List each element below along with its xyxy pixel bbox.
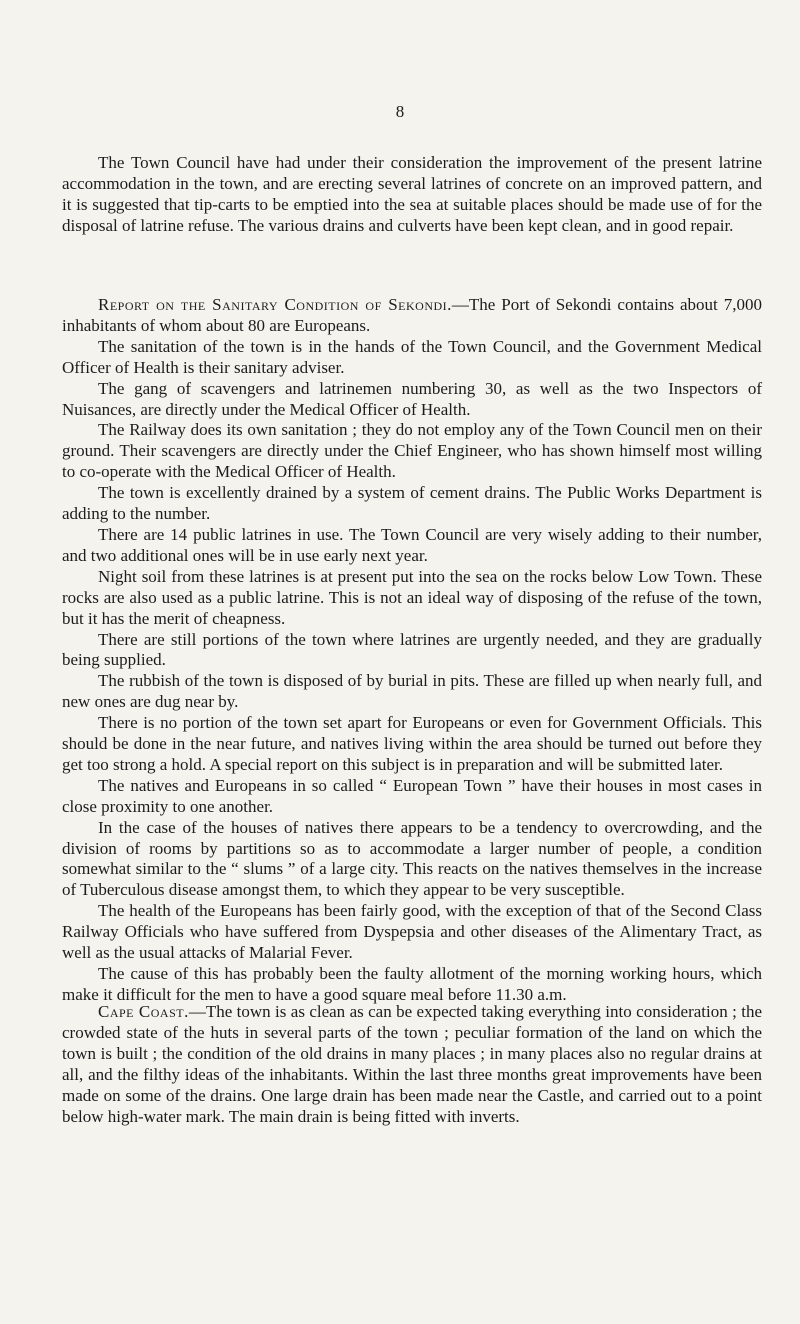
cape-coast-heading: Cape Coast. [98, 1002, 189, 1021]
sekondi-paragraph: There are 14 public latrines in use. The Town Council are very wisely adding to their number, and two additional ones will be in use early next year. [62, 524, 762, 565]
sekondi-paragraph: The sanitation of the town is in the hands of the Town Council, and the Government Medical Officer of Health is their sanitary adviser. [62, 336, 762, 377]
page-number: 8 [395, 102, 405, 121]
sekondi-paragraph: The rubbish of the town is disposed of by burial in pits. These are filled up when nearly full, and new ones are dug near by. [62, 671, 762, 712]
cape-coast-section [62, 1002, 762, 1127]
sekondi-opening-text: —The Port of Sekondi contains about 7,000 inhabitants of whom about 80 are Europeans. [62, 295, 762, 335]
sekondi-report-section [62, 295, 762, 1006]
cape-coast-text: —The town is as clean as can be expected taking everything into consideration ; the crowded state of the huts in several parts of the town ; peculiar formation of the land on which the town is built ; the condition of the old drains in many places ; in many places also no regular drains at all, and the filthy ideas of the inhabitants. Within the last three months great improvements have been made on some of the drains. One large drain has been made near the Castle, and carried out to a point below high-water mark. The main drain is being fitted with inverts. [62, 1002, 762, 1126]
sekondi-paragraph: There are still portions of the town where latrines are urgently needed, and they are gradually being supplied. [62, 629, 762, 670]
sekondi-paragraph: There is no portion of the town set apart for Europeans or even for Government Officials. This should be done in the near future, and natives living within the area should be turned out before they get too strong a hold. A special report on this subject is in preparation and will be submitted later. [62, 713, 762, 774]
sekondi-heading: Report on the Sanitary Condition of Sekondi. [98, 295, 452, 314]
sekondi-paragraph: In the case of the houses of natives there appears to be a tendency to overcrowding, and the division of rooms by partitions so as to accommodate a larger number of people, a condition somewhat similar to the “ slums ” of a large city. This reacts on the natives themselves in the increase of Tuberculous disease amongst them, to which they appear to be very susceptible. [62, 817, 762, 900]
sekondi-paragraph: The town is excellently drained by a system of cement drains. The Public Works Department is adding to the number. [62, 483, 762, 524]
intro-paragraph: The Town Council have had under their consideration the improvement of the present latrine accommodation in the town, and are erecting several latrines of concrete on an improved pattern, and it is suggested that tip-carts to be emptied into the sea at suitable places should be made use of for the disposal of latrine refuse. The various drains and culverts have been kept clean, and in good repair. [62, 153, 762, 235]
sekondi-first-paragraph [62, 295, 762, 337]
sekondi-paragraph: The cause of this has probably been the faulty allotment of the morning working hours, which make it difficult for the men to have a good square meal before 11.30 a.m. [62, 964, 762, 1004]
sekondi-paragraph: The Railway does its own sanitation ; they do not employ any of the Town Council men on their ground. Their scavengers are directly under the Chief Engineer, who has shown himself most willing to co-operate with the Medical Officer of Health. [62, 420, 762, 482]
sekondi-paragraph: The gang of scavengers and latrinemen numbering 30, as well as the two Inspectors of Nuisances, are directly under the Medical Officer of Health. [62, 378, 762, 419]
sekondi-paragraph: The health of the Europeans has been fairly good, with the exception of that of the Second Class Railway Officials who have suffered from Dyspepsia and other diseases of the Alimentary Tract, as well as the usual attacks of Malarial Fever. [62, 901, 762, 963]
intro-section [62, 153, 762, 237]
sekondi-paragraph: Night soil from these latrines is at present put into the sea on the rocks below Low Town. These rocks are also used as a public latrine. This is not an ideal way of disposing of the refuse of the town, but it has the merit of cheapness. [62, 566, 762, 628]
sekondi-paragraph: The natives and Europeans in so called “ European Town ” have their houses in most cases in close proximity to one another. [62, 775, 762, 816]
cape-coast-paragraph [62, 1002, 762, 1127]
